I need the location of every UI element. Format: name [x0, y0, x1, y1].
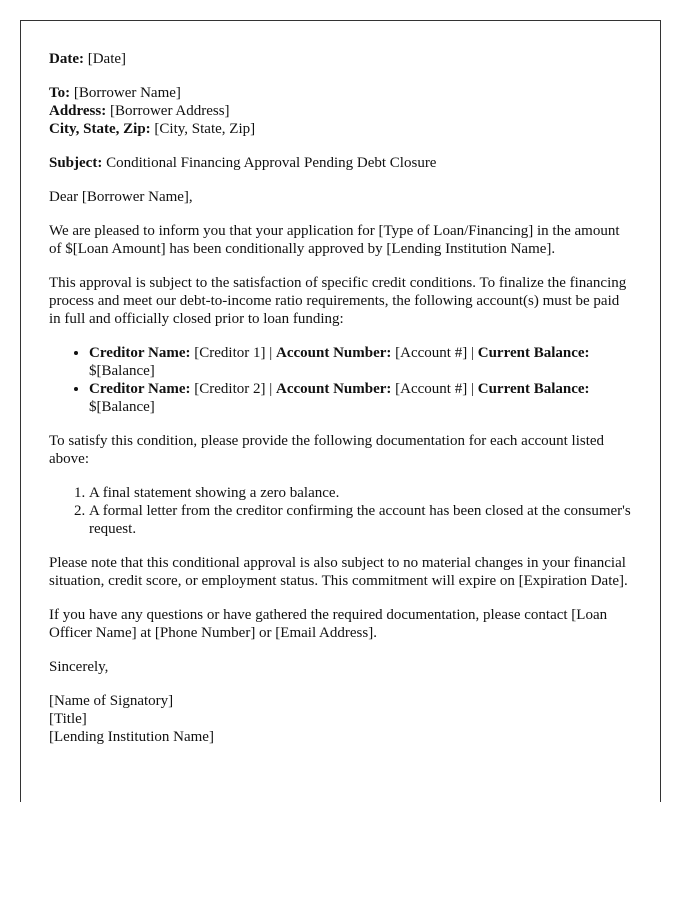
date-label: Date:: [49, 51, 84, 67]
account-label: Account Number:: [276, 345, 392, 361]
paragraph-documentation: To satisfy this condition, please provide the following documentation for each account listed above:: [49, 433, 605, 467]
separator: |: [265, 345, 276, 361]
subject-label: Subject:: [49, 155, 103, 171]
letter-page: [20, 20, 661, 802]
account-value: [Account #]: [395, 381, 468, 397]
address-value: [Borrower Address]: [109, 103, 230, 119]
documents-list: [49, 484, 631, 538]
csz-label: City, State, Zip:: [49, 121, 151, 137]
subject-line: [49, 154, 631, 172]
account-value: [Account #]: [395, 345, 468, 361]
creditor-value: [Creditor 2]: [194, 381, 266, 397]
signatory-name: [Name of Signatory]: [49, 693, 174, 709]
address-label: Address:: [49, 103, 107, 119]
paragraph-conditions: This approval is subject to the satisfaction of specific credit conditions. To finalize the financing process and meet our debt-to-income ratio requirements, the following account(s) must be paid in full and officially closed prior to loan funding:: [49, 275, 627, 327]
paragraph-contact: If you have any questions or have gathered the required documentation, please contact [Loan Officer Name] at [Phone Number] or [Email Address].: [49, 607, 608, 641]
separator: |: [467, 381, 478, 397]
creditor-value: [Creditor 1]: [194, 345, 266, 361]
date-line: [49, 50, 631, 68]
balance-label: Current Balance:: [477, 345, 590, 361]
signatory-title: [Title]: [49, 711, 87, 727]
recipient-block: [49, 84, 631, 138]
paragraph-note: Please note that this conditional approval is also subject to no material changes in your financial situation, credit score, or employment status. This commitment will expire on [Expiration Date].: [49, 555, 628, 589]
account-item: [89, 380, 631, 416]
date-value: [Date]: [87, 51, 127, 67]
account-label: Account Number:: [276, 381, 392, 397]
separator: |: [467, 345, 478, 361]
signature-block: [49, 692, 631, 746]
document-item: 2. A formal letter from the creditor confirming the account has been closed at the consumer's request.: [89, 502, 631, 538]
csz-value: [City, State, Zip]: [154, 121, 256, 137]
account-item: [89, 344, 631, 380]
closing: Sincerely,: [49, 659, 109, 675]
balance-value: $[Balance]: [89, 363, 155, 379]
balance-label: Current Balance:: [477, 381, 590, 397]
paragraph-approval: We are pleased to inform you that your application for [Type of Loan/Financing] in the amount of $[Loan Amount] has been conditionally approved by [Lending Institution Name].: [49, 223, 620, 257]
signatory-institution: [Lending Institution Name]: [49, 729, 214, 745]
separator: |: [265, 381, 276, 397]
accounts-list: [49, 344, 631, 416]
to-label: To:: [49, 85, 71, 101]
balance-value: $[Balance]: [89, 399, 155, 415]
document-item: 1. A final statement showing a zero balance.: [89, 484, 631, 502]
creditor-label: Creditor Name:: [89, 381, 191, 397]
salutation: Dear [Borrower Name],: [49, 189, 193, 205]
creditor-label: Creditor Name:: [89, 345, 191, 361]
to-value: [Borrower Name]: [73, 85, 181, 101]
subject-value: Conditional Financing Approval Pending Debt Closure: [106, 155, 437, 171]
